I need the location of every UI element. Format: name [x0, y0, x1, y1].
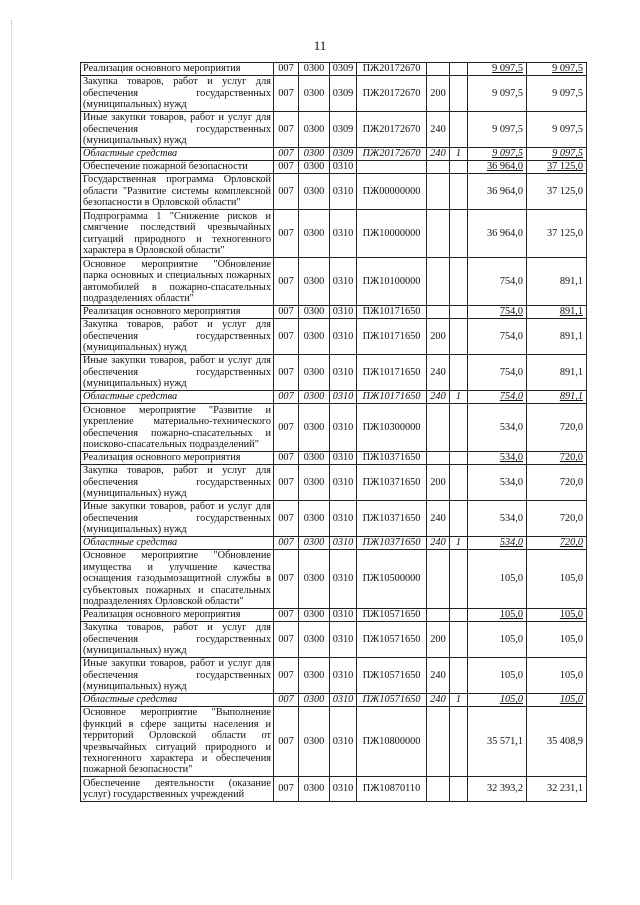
page-number: 11: [313, 38, 327, 53]
row-source-code: [450, 161, 468, 174]
row-source-code: 1: [450, 537, 468, 550]
row-amount-year-2: 37 125,0: [527, 174, 587, 210]
row-grbs-code: 007: [274, 63, 299, 76]
row-expense-type-code: 240: [427, 391, 450, 404]
row-target-article-code: ПЖ20172670: [357, 63, 427, 76]
row-subsection-code: 0310: [330, 306, 357, 319]
row-amount-year-2: 105,0: [527, 550, 587, 609]
row-subsection-code: 0310: [330, 258, 357, 306]
row-expense-type-code: [427, 550, 450, 609]
row-subsection-code: 0310: [330, 550, 357, 609]
row-amount-year-2: 105,0: [527, 658, 587, 694]
budget-table: [80, 62, 587, 802]
row-subsection-code: 0310: [330, 465, 357, 501]
row-name: Областные средства: [81, 537, 274, 550]
row-expense-type-code: 240: [427, 501, 450, 537]
row-grbs-code: 007: [274, 258, 299, 306]
row-expense-type-code: [427, 161, 450, 174]
row-section-code: 0300: [299, 174, 330, 210]
row-target-article-code: ПЖ10171650: [357, 306, 427, 319]
row-expense-type-code: [427, 404, 450, 452]
row-target-article-code: ПЖ10371650: [357, 452, 427, 465]
row-target-article-code: ПЖ10870110: [357, 777, 427, 802]
row-subsection-code: 0310: [330, 355, 357, 391]
row-source-code: [450, 501, 468, 537]
row-name: Закупка товаров, работ и услуг для обеспечения государственных (муниципальных) нужд: [81, 465, 274, 501]
row-amount-year-2: 720,0: [527, 404, 587, 452]
row-expense-type-code: 200: [427, 622, 450, 658]
table-row: [81, 76, 587, 112]
row-name: Основное мероприятие "Развитие и укрепление материально-технического обеспечения пожарно-спасательных и поисково-спасательных подразделений": [81, 404, 274, 452]
row-source-code: [450, 707, 468, 777]
row-section-code: 0300: [299, 777, 330, 802]
row-amount-year-1: 754,0: [468, 391, 527, 404]
table-row: [81, 306, 587, 319]
row-amount-year-2: 720,0: [527, 465, 587, 501]
row-amount-year-2: 891,1: [527, 258, 587, 306]
row-expense-type-code: [427, 452, 450, 465]
row-grbs-code: 007: [274, 452, 299, 465]
row-expense-type-code: [427, 609, 450, 622]
row-amount-year-1: 754,0: [468, 306, 527, 319]
row-source-code: [450, 355, 468, 391]
row-target-article-code: ПЖ10571650: [357, 694, 427, 707]
row-grbs-code: 007: [274, 76, 299, 112]
row-source-code: [450, 609, 468, 622]
row-amount-year-2: 891,1: [527, 391, 587, 404]
row-section-code: 0300: [299, 609, 330, 622]
row-amount-year-1: 9 097,5: [468, 148, 527, 161]
row-expense-type-code: 240: [427, 694, 450, 707]
row-subsection-code: 0310: [330, 210, 357, 258]
row-amount-year-1: 534,0: [468, 537, 527, 550]
row-amount-year-1: 105,0: [468, 658, 527, 694]
row-name: Закупка товаров, работ и услуг для обеспечения государственных (муниципальных) нужд: [81, 76, 274, 112]
row-target-article-code: ПЖ10371650: [357, 465, 427, 501]
row-name: Обеспечение пожарной безопасности: [81, 161, 274, 174]
row-source-code: [450, 658, 468, 694]
row-name: Иные закупки товаров, работ и услуг для обеспечения государственных (муниципальных) нужд: [81, 658, 274, 694]
row-grbs-code: 007: [274, 550, 299, 609]
row-section-code: 0300: [299, 622, 330, 658]
row-grbs-code: 007: [274, 306, 299, 319]
row-section-code: 0300: [299, 465, 330, 501]
row-name: Основное мероприятие "Обновление имущества и улучшение качества оснащения газодымозащитной службы в субъектовых пожарных и спасательных подразделениях Орловской области": [81, 550, 274, 609]
row-name: Областные средства: [81, 694, 274, 707]
row-source-code: [450, 452, 468, 465]
table-row: [81, 707, 587, 777]
row-amount-year-2: 891,1: [527, 355, 587, 391]
row-amount-year-2: 9 097,5: [527, 148, 587, 161]
row-name: Иные закупки товаров, работ и услуг для обеспечения государственных (муниципальных) нужд: [81, 501, 274, 537]
row-section-code: 0300: [299, 707, 330, 777]
row-amount-year-2: 35 408,9: [527, 707, 587, 777]
row-source-code: [450, 210, 468, 258]
row-amount-year-1: 754,0: [468, 319, 527, 355]
row-target-article-code: ПЖ20172670: [357, 148, 427, 161]
row-name: Областные средства: [81, 148, 274, 161]
row-subsection-code: 0310: [330, 161, 357, 174]
row-amount-year-2: 720,0: [527, 501, 587, 537]
row-amount-year-1: 36 964,0: [468, 210, 527, 258]
row-name: Закупка товаров, работ и услуг для обеспечения государственных (муниципальных) нужд: [81, 319, 274, 355]
row-source-code: [450, 777, 468, 802]
row-grbs-code: 007: [274, 609, 299, 622]
row-target-article-code: ПЖ10371650: [357, 537, 427, 550]
row-amount-year-2: 720,0: [527, 452, 587, 465]
table-row: [81, 658, 587, 694]
row-grbs-code: 007: [274, 501, 299, 537]
row-section-code: 0300: [299, 452, 330, 465]
row-source-code: [450, 404, 468, 452]
row-expense-type-code: [427, 707, 450, 777]
row-amount-year-1: 754,0: [468, 258, 527, 306]
row-amount-year-2: 105,0: [527, 622, 587, 658]
row-expense-type-code: 240: [427, 148, 450, 161]
row-grbs-code: 007: [274, 707, 299, 777]
table-row: [81, 550, 587, 609]
row-target-article-code: ПЖ10171650: [357, 319, 427, 355]
table-row: [81, 148, 587, 161]
row-subsection-code: 0310: [330, 609, 357, 622]
row-subsection-code: 0310: [330, 319, 357, 355]
row-grbs-code: 007: [274, 404, 299, 452]
row-source-code: [450, 319, 468, 355]
row-amount-year-1: 32 393,2: [468, 777, 527, 802]
row-expense-type-code: [427, 63, 450, 76]
row-subsection-code: 0310: [330, 537, 357, 550]
row-amount-year-1: 534,0: [468, 452, 527, 465]
row-section-code: 0300: [299, 391, 330, 404]
table-row: [81, 63, 587, 76]
row-grbs-code: 007: [274, 658, 299, 694]
row-target-article-code: ПЖ10800000: [357, 707, 427, 777]
row-name: Подпрограмма 1 "Снижение рисков и смягчение последствий чрезвычайных ситуаций природного и техногенного характера в Орловской области": [81, 210, 274, 258]
row-amount-year-2: 105,0: [527, 609, 587, 622]
row-target-article-code: ПЖ10571650: [357, 622, 427, 658]
table-row: [81, 210, 587, 258]
row-grbs-code: 007: [274, 622, 299, 658]
table-row: [81, 777, 587, 802]
row-name: Реализация основного мероприятия: [81, 306, 274, 319]
row-target-article-code: ПЖ10571650: [357, 609, 427, 622]
row-amount-year-1: 534,0: [468, 404, 527, 452]
row-subsection-code: 0310: [330, 452, 357, 465]
row-source-code: [450, 63, 468, 76]
table-row: [81, 537, 587, 550]
row-section-code: 0300: [299, 148, 330, 161]
row-name: Областные средства: [81, 391, 274, 404]
row-source-code: [450, 550, 468, 609]
row-source-code: 1: [450, 391, 468, 404]
row-section-code: 0300: [299, 694, 330, 707]
row-expense-type-code: 200: [427, 465, 450, 501]
row-amount-year-2: 720,0: [527, 537, 587, 550]
row-section-code: 0300: [299, 550, 330, 609]
row-grbs-code: 007: [274, 319, 299, 355]
row-target-article-code: ПЖ10371650: [357, 501, 427, 537]
table-row: [81, 622, 587, 658]
row-subsection-code: 0309: [330, 148, 357, 161]
row-source-code: [450, 112, 468, 148]
row-target-article-code: ПЖ00000000: [357, 174, 427, 210]
row-grbs-code: 007: [274, 465, 299, 501]
row-amount-year-1: 35 571,1: [468, 707, 527, 777]
row-amount-year-1: 36 964,0: [468, 174, 527, 210]
table-row: [81, 112, 587, 148]
row-source-code: 1: [450, 148, 468, 161]
row-amount-year-1: 534,0: [468, 465, 527, 501]
table-row: [81, 609, 587, 622]
row-name: Реализация основного мероприятия: [81, 452, 274, 465]
row-section-code: 0300: [299, 306, 330, 319]
row-amount-year-2: 9 097,5: [527, 63, 587, 76]
row-name: Закупка товаров, работ и услуг для обеспечения государственных (муниципальных) нужд: [81, 622, 274, 658]
row-name: Обеспечение деятельности (оказание услуг) государственных учреждений: [81, 777, 274, 802]
row-amount-year-1: 754,0: [468, 355, 527, 391]
row-subsection-code: 0309: [330, 112, 357, 148]
row-source-code: [450, 258, 468, 306]
row-section-code: 0300: [299, 404, 330, 452]
row-section-code: 0300: [299, 355, 330, 391]
row-grbs-code: 007: [274, 210, 299, 258]
row-target-article-code: ПЖ10171650: [357, 355, 427, 391]
row-source-code: 1: [450, 694, 468, 707]
row-grbs-code: 007: [274, 777, 299, 802]
row-target-article-code: ПЖ10100000: [357, 258, 427, 306]
row-target-article-code: ПЖ10171650: [357, 391, 427, 404]
row-expense-type-code: [427, 258, 450, 306]
row-subsection-code: 0310: [330, 501, 357, 537]
row-source-code: [450, 174, 468, 210]
row-subsection-code: 0310: [330, 174, 357, 210]
table-row: [81, 694, 587, 707]
row-section-code: 0300: [299, 319, 330, 355]
row-target-article-code: ПЖ10000000: [357, 210, 427, 258]
row-amount-year-2: 9 097,5: [527, 112, 587, 148]
row-grbs-code: 007: [274, 694, 299, 707]
row-target-article-code: ПЖ10571650: [357, 658, 427, 694]
row-section-code: 0300: [299, 161, 330, 174]
row-grbs-code: 007: [274, 537, 299, 550]
row-grbs-code: 007: [274, 355, 299, 391]
table-row: [81, 465, 587, 501]
row-expense-type-code: 240: [427, 658, 450, 694]
row-amount-year-2: 105,0: [527, 694, 587, 707]
row-grbs-code: 007: [274, 391, 299, 404]
row-target-article-code: ПЖ20172670: [357, 76, 427, 112]
row-expense-type-code: 200: [427, 76, 450, 112]
row-section-code: 0300: [299, 112, 330, 148]
row-section-code: 0300: [299, 537, 330, 550]
row-name: Реализация основного мероприятия: [81, 63, 274, 76]
row-section-code: 0300: [299, 658, 330, 694]
row-section-code: 0300: [299, 76, 330, 112]
row-amount-year-2: 32 231,1: [527, 777, 587, 802]
row-amount-year-2: 891,1: [527, 319, 587, 355]
row-source-code: [450, 622, 468, 658]
row-amount-year-2: 37 125,0: [527, 161, 587, 174]
row-amount-year-1: 105,0: [468, 694, 527, 707]
table-row: [81, 452, 587, 465]
table-row: [81, 404, 587, 452]
row-source-code: [450, 306, 468, 319]
row-subsection-code: 0309: [330, 76, 357, 112]
row-subsection-code: 0310: [330, 391, 357, 404]
row-amount-year-1: 9 097,5: [468, 63, 527, 76]
row-expense-type-code: 240: [427, 537, 450, 550]
row-amount-year-1: 36 964,0: [468, 161, 527, 174]
row-amount-year-1: 9 097,5: [468, 76, 527, 112]
row-expense-type-code: [427, 306, 450, 319]
row-target-article-code: [357, 161, 427, 174]
row-expense-type-code: [427, 777, 450, 802]
budget-table-body: [81, 63, 587, 802]
row-name: Государственная программа Орловской области "Развитие системы комплексной безопасности в Орловской области": [81, 174, 274, 210]
row-source-code: [450, 76, 468, 112]
row-expense-type-code: 240: [427, 355, 450, 391]
row-subsection-code: 0309: [330, 63, 357, 76]
row-amount-year-1: 105,0: [468, 609, 527, 622]
row-name: Основное мероприятие "Выполнение функций в сфере защиты населения и территорий Орловской области от чрезвычайных ситуаций природного и техногенного характера и обеспечения пожарной безопасности": [81, 707, 274, 777]
row-amount-year-2: 37 125,0: [527, 210, 587, 258]
row-amount-year-1: 105,0: [468, 622, 527, 658]
table-row: [81, 258, 587, 306]
row-section-code: 0300: [299, 63, 330, 76]
row-target-article-code: ПЖ10500000: [357, 550, 427, 609]
row-name: Реализация основного мероприятия: [81, 609, 274, 622]
table-row: [81, 174, 587, 210]
row-amount-year-2: 891,1: [527, 306, 587, 319]
row-expense-type-code: 240: [427, 112, 450, 148]
row-grbs-code: 007: [274, 161, 299, 174]
row-subsection-code: 0310: [330, 707, 357, 777]
row-amount-year-1: 9 097,5: [468, 112, 527, 148]
row-name: Основное мероприятие "Обновление парка основных и специальных пожарных автомобилей в пожарно-спасательных подразделениях области": [81, 258, 274, 306]
row-amount-year-2: 9 097,5: [527, 76, 587, 112]
row-target-article-code: ПЖ20172670: [357, 112, 427, 148]
row-name: Иные закупки товаров, работ и услуг для обеспечения государственных (муниципальных) нужд: [81, 112, 274, 148]
row-grbs-code: 007: [274, 148, 299, 161]
row-section-code: 0300: [299, 258, 330, 306]
row-grbs-code: 007: [274, 174, 299, 210]
row-amount-year-1: 105,0: [468, 550, 527, 609]
row-grbs-code: 007: [274, 112, 299, 148]
row-subsection-code: 0310: [330, 658, 357, 694]
scan-margin-line: [11, 20, 13, 880]
row-subsection-code: 0310: [330, 694, 357, 707]
row-subsection-code: 0310: [330, 777, 357, 802]
row-subsection-code: 0310: [330, 622, 357, 658]
row-expense-type-code: 200: [427, 319, 450, 355]
table-row: [81, 355, 587, 391]
row-name: Иные закупки товаров, работ и услуг для обеспечения государственных (муниципальных) нужд: [81, 355, 274, 391]
row-source-code: [450, 465, 468, 501]
row-subsection-code: 0310: [330, 404, 357, 452]
row-section-code: 0300: [299, 501, 330, 537]
row-target-article-code: ПЖ10300000: [357, 404, 427, 452]
row-expense-type-code: [427, 174, 450, 210]
table-row: [81, 319, 587, 355]
table-row: [81, 391, 587, 404]
row-section-code: 0300: [299, 210, 330, 258]
table-row: [81, 161, 587, 174]
row-amount-year-1: 534,0: [468, 501, 527, 537]
table-row: [81, 501, 587, 537]
row-expense-type-code: [427, 210, 450, 258]
